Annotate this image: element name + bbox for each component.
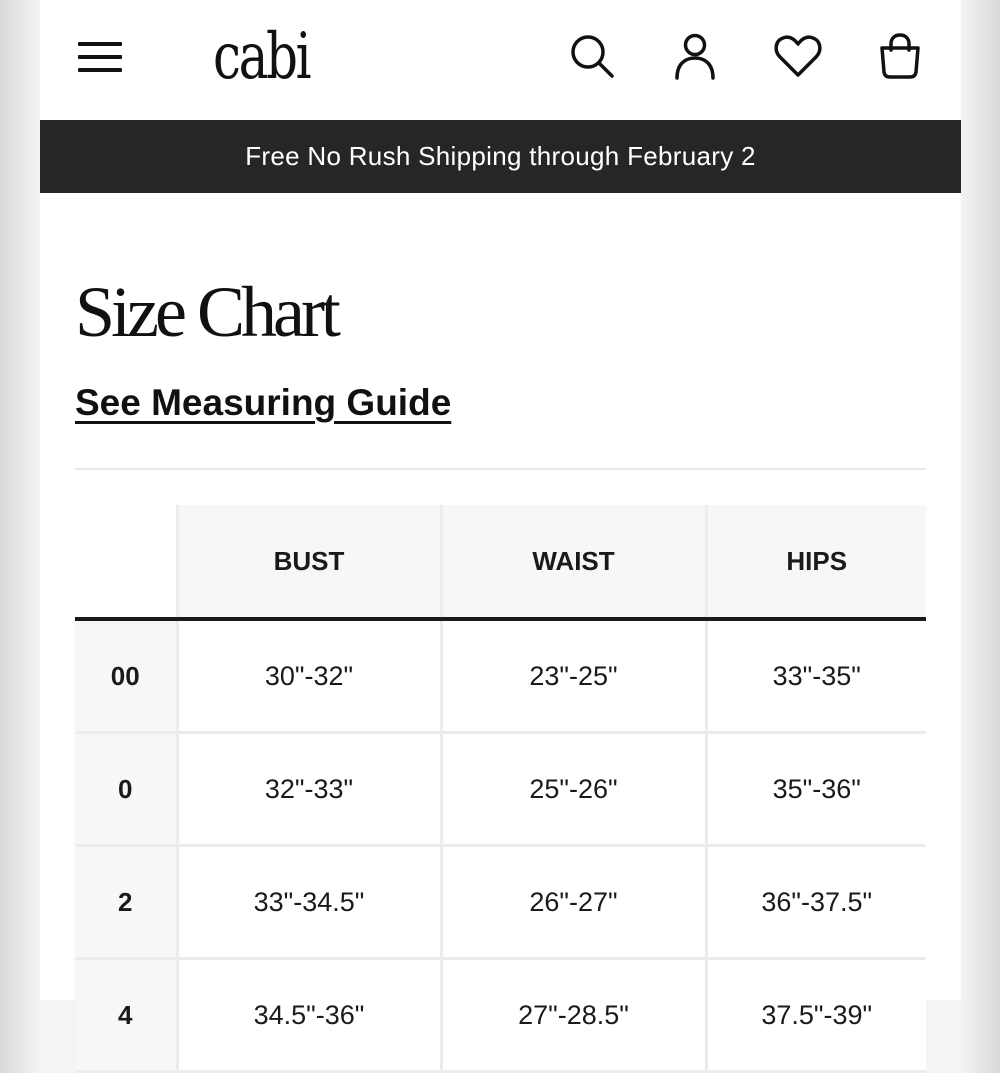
page-title: Size Chart [75,272,337,352]
shopping-bag-icon[interactable] [874,30,926,82]
waist-value: 26"-27" [441,846,706,959]
bust-value: 30"-32" [177,619,441,733]
size-label: 4 [75,959,177,1072]
size-label: 0 [75,733,177,846]
bust-value: 34.5"-36" [177,959,441,1072]
heart-icon[interactable] [772,30,824,82]
hips-value: 35"-36" [706,733,926,846]
account-icon[interactable] [669,30,721,82]
column-header-hips: HIPS [706,505,926,619]
measuring-guide-link[interactable]: See Measuring Guide [75,382,452,423]
table-header-corner [75,505,177,619]
table-row [75,846,926,959]
table-header-row [75,505,926,619]
hips-value: 37.5"-39" [706,959,926,1072]
table-row [75,733,926,846]
table-row [75,959,926,1072]
hips-value: 33"-35" [706,619,926,733]
column-header-bust: BUST [177,505,441,619]
brand-logo[interactable]: cabi [213,20,310,94]
size-chart-table [75,505,926,1073]
page [40,0,961,1030]
size-label: 00 [75,619,177,733]
site-header [40,0,961,118]
waist-value: 23"-25" [441,619,706,733]
menu-icon[interactable] [78,40,122,74]
table-row [75,619,926,733]
section-divider [75,468,926,470]
size-label: 2 [75,846,177,959]
promo-banner [40,120,961,193]
promo-text: Free No Rush Shipping through February 2 [245,141,756,171]
hips-value: 36"-37.5" [706,846,926,959]
waist-value: 25"-26" [441,733,706,846]
column-header-waist: WAIST [441,505,706,619]
search-icon[interactable] [566,30,618,82]
bust-value: 32"-33" [177,733,441,846]
waist-value: 27"-28.5" [441,959,706,1072]
bust-value: 33"-34.5" [177,846,441,959]
